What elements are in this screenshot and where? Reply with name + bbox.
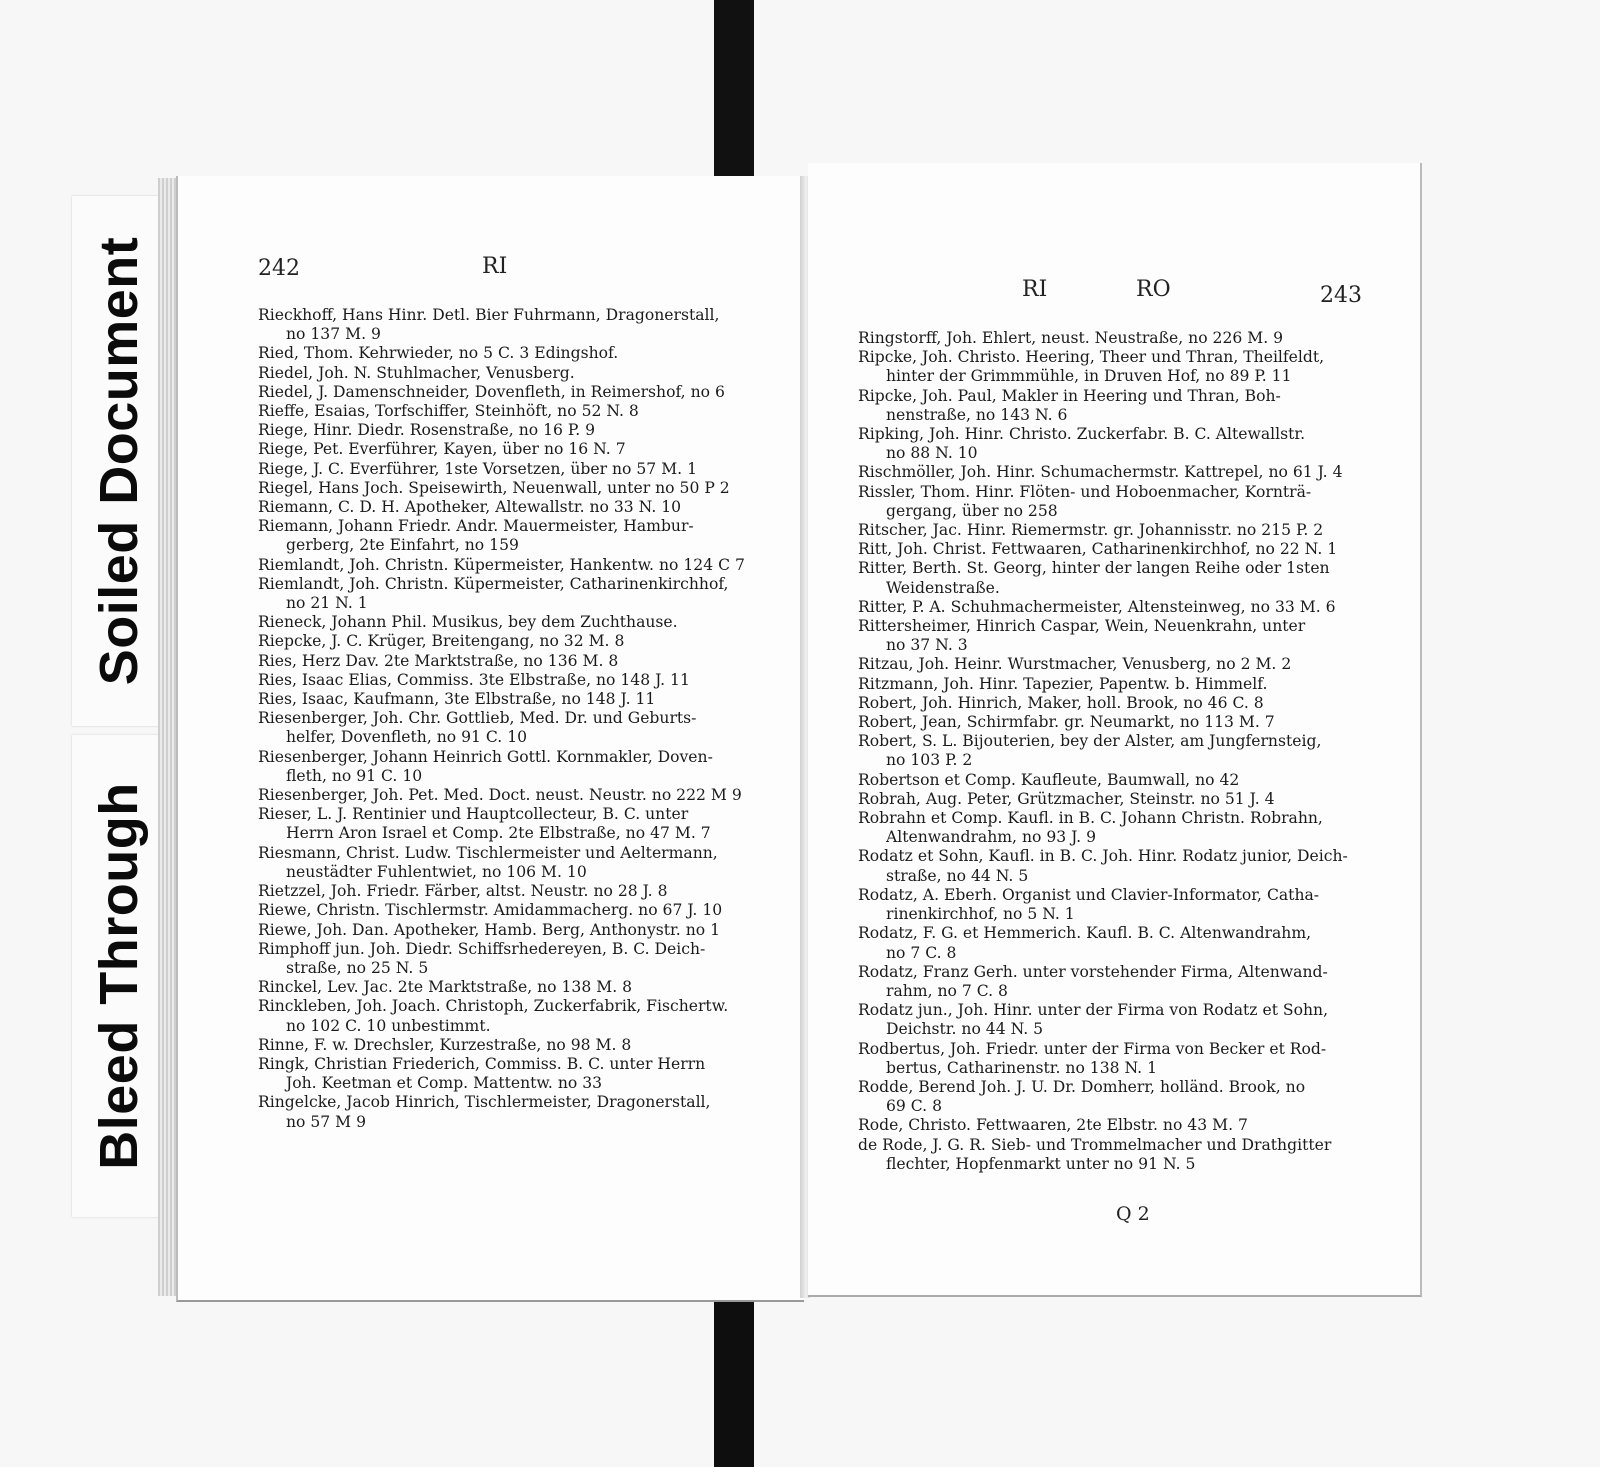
directory-entry: Ries, Isaac, Kaufmann, 3te Elbstraße, no 148 J. 11 (258, 690, 656, 709)
directory-entry: Ries, Isaac Elias, Commiss. 3te Elbstraße, no 148 J. 11 (258, 670, 690, 689)
directory-entry: Riesmann, Christ. Ludw. Tischlermeister und Aeltermann, (258, 843, 718, 862)
directory-entry: Ritter, Berth. St. Georg, hinter der langen Reihe oder 1sten (858, 559, 1330, 578)
directory-entry: Robrahn et Comp. Kaufl. in B. C. Johann Christn. Robrahn, (858, 809, 1323, 828)
directory-entry: Riesenberger, Johann Heinrich Gottl. Kornmakler, Doven- (258, 747, 713, 766)
directory-entry: Riepcke, J. C. Krüger, Breitengang, no 32 M. 8 (258, 632, 625, 651)
bookmark-ribbon-top (714, 0, 754, 178)
directory-entry: Riedel, Joh. N. Stuhlmacher, Venusberg. (258, 363, 575, 382)
right-running-head-right: RO (1136, 277, 1171, 302)
directory-entry-continuation: no 57 M 9 (286, 1112, 367, 1131)
directory-entry-continuation: 69 C. 8 (886, 1097, 943, 1116)
left-running-head: RI (482, 254, 508, 279)
directory-entry-continuation: Weidenstraße. (886, 578, 1000, 597)
directory-entry: Riege, Pet. Everführer, Kayen, über no 16 N. 7 (258, 440, 626, 459)
bookmark-ribbon-bottom (714, 1300, 754, 1467)
directory-entry: Riege, J. C. Everführer, 1ste Vorsetzen, über no 57 M. 1 (258, 459, 697, 478)
directory-entry-continuation: no 7 C. 8 (886, 943, 957, 962)
bleed-through-text: Bleed Through (89, 782, 149, 1170)
directory-entry: Ringelcke, Jacob Hinrich, Tischlermeister, Dragonerstall, (258, 1093, 711, 1112)
directory-entry: Riewe, Joh. Dan. Apotheker, Hamb. Berg, Anthonystr. no 1 (258, 920, 721, 939)
directory-entry: Rodatz jun., Joh. Hinr. unter der Firma von Rodatz et Sohn, (858, 1001, 1329, 1020)
directory-entry: Rieneck, Johann Phil. Musikus, bey dem Zuchthause. (258, 613, 678, 632)
directory-entry-continuation: Deichstr. no 44 N. 5 (886, 1020, 1044, 1039)
directory-entry: Rodatz, Franz Gerh. unter vorstehender Firma, Altenwand- (858, 962, 1328, 981)
directory-entry: Riemann, C. D. H. Apotheker, Altewallstr. no 33 N. 10 (258, 498, 682, 517)
left-page-number: 242 (258, 256, 300, 281)
left-entry-list (258, 306, 806, 1132)
directory-entry: Riesenberger, Joh. Pet. Med. Doct. neust. Neustr. no 222 M 9 (258, 786, 742, 805)
directory-entry-continuation: Altenwandrahm, no 93 J. 9 (886, 828, 1097, 847)
directory-entry: Ritzau, Joh. Heinr. Wurstmacher, Venusberg, no 2 M. 2 (858, 655, 1292, 674)
directory-entry: Ritt, Joh. Christ. Fettwaaren, Catharinenkirchhof, no 22 N. 1 (858, 540, 1338, 559)
directory-entry: Rieffe, Esaias, Torfschiffer, Steinhöft, no 52 N. 8 (258, 402, 639, 421)
directory-entry: Riedel, J. Damenschneider, Dovenfleth, in Reimershof, no 6 (258, 382, 725, 401)
directory-entry: Riewe, Christn. Tischlermstr. Amidammacherg. no 67 J. 10 (258, 901, 723, 920)
directory-entry-continuation: rahm, no 7 C. 8 (886, 981, 1008, 1000)
directory-entry-continuation: Joh. Keetman et Comp. Mattentw. no 33 (286, 1074, 603, 1093)
directory-entry-continuation: no 21 N. 1 (286, 594, 368, 613)
directory-entry: Robert, Jean, Schirmfabr. gr. Neumarkt, no 113 M. 7 (858, 713, 1275, 732)
directory-entry: Rinne, F. w. Drechsler, Kurzestraße, no 98 M. 8 (258, 1035, 632, 1054)
right-page-number: 243 (1320, 283, 1362, 308)
directory-entry: Rodde, Berend Joh. J. U. Dr. Domherr, holländ. Brook, no (858, 1077, 1306, 1096)
directory-entry-continuation: flechter, Hopfenmarkt unter no 91 N. 5 (886, 1154, 1196, 1173)
directory-entry: Rinckleben, Joh. Joach. Christoph, Zuckerfabrik, Fischertw. (258, 997, 729, 1016)
directory-entry: Robert, S. L. Bijouterien, bey der Alster, am Jungfernsteig, (858, 732, 1322, 751)
directory-entry-continuation: Herrn Aron Israel et Comp. 2te Elbstraße, no 47 M. 7 (286, 824, 711, 843)
directory-entry: Robrah, Aug. Peter, Grützmacher, Steinstr. no 51 J. 4 (858, 789, 1275, 808)
directory-entry: Riemlandt, Joh. Christn. Küpermeister, Hankentw. no 124 C 7 (258, 555, 745, 574)
directory-entry: Ringstorff, Joh. Ehlert, neust. Neustraße, no 226 M. 9 (858, 329, 1284, 347)
directory-entry: Ritter, P. A. Schuhmachermeister, Altensteinweg, no 33 M. 6 (858, 597, 1336, 616)
soiled-document-text: Soiled Document (89, 236, 149, 686)
directory-entry: Ries, Herz Dav. 2te Marktstraße, no 136 M. 8 (258, 651, 619, 670)
directory-entry-continuation: hinter der Grimmmühle, in Druven Hof, no 89 P. 11 (886, 367, 1292, 386)
directory-entry: Rodatz, A. Eberh. Organist und Clavier-Informator, Catha- (858, 885, 1320, 904)
directory-entry: Robertson et Comp. Kaufleute, Baumwall, no 42 (858, 770, 1240, 789)
right-page (808, 163, 1422, 1297)
directory-entry: Rodbertus, Joh. Friedr. unter der Firma von Becker et Rod- (858, 1039, 1327, 1058)
left-page (176, 176, 804, 1302)
directory-entry: Ripcke, Joh. Christo. Heering, Theer und Thran, Theilfeldt, (858, 348, 1325, 367)
directory-entry-continuation: no 103 P. 2 (886, 751, 973, 770)
directory-entry: Riegel, Hans Joch. Speisewirth, Neuenwall, unter no 50 P 2 (258, 478, 730, 497)
bleed-through-label (72, 735, 170, 1217)
directory-entry: Rodatz, F. G. et Hemmerich. Kaufl. B. C. Altenwandrahm, (858, 924, 1312, 943)
directory-entry-continuation: straße, no 44 N. 5 (886, 866, 1029, 885)
directory-entry: Rimphoff jun. Joh. Diedr. Schiffsrhedereyen, B. C. Deich- (258, 939, 706, 958)
directory-entry: Ritscher, Jac. Hinr. Riemermstr. gr. Johannisstr. no 215 P. 2 (858, 521, 1324, 540)
directory-entry-continuation: no 88 N. 10 (886, 444, 978, 463)
directory-entry: Rinckel, Lev. Jac. 2te Marktstraße, no 138 M. 8 (258, 978, 633, 997)
directory-entry: Rieser, L. J. Rentinier und Hauptcollecteur, B. C. unter (258, 805, 689, 824)
signature-mark: Q 2 (1116, 1203, 1150, 1225)
directory-entry-continuation: gergang, über no 258 (886, 501, 1058, 520)
directory-entry: Rietzzel, Joh. Friedr. Färber, altst. Neustr. no 28 J. 8 (258, 882, 668, 901)
directory-entry-continuation: no 102 C. 10 unbestimmt. (286, 1016, 491, 1035)
right-entry-list (858, 329, 1410, 1174)
right-running-head-left: RI (1022, 277, 1048, 302)
directory-entry: Riege, Hinr. Diedr. Rosenstraße, no 16 P. 9 (258, 421, 596, 440)
directory-entry: Rode, Christo. Fettwaaren, 2te Elbstr. no 43 M. 7 (858, 1116, 1248, 1135)
directory-entry-continuation: nenstraße, no 143 N. 6 (886, 405, 1068, 424)
directory-entry: Ried, Thom. Kehrwieder, no 5 C. 3 Edingshof. (258, 344, 619, 363)
book-page-edges (158, 178, 176, 1296)
directory-entry-continuation: neustädter Fuhlentwiet, no 106 M. 10 (286, 862, 587, 881)
directory-entry-continuation: rinenkirchhof, no 5 N. 1 (886, 905, 1075, 924)
directory-entry: Rittersheimer, Hinrich Caspar, Wein, Neuenkrahn, unter (858, 617, 1306, 636)
directory-entry: Ripcke, Joh. Paul, Makler in Heering und Thran, Boh- (858, 386, 1281, 405)
directory-entry: Riemlandt, Joh. Christn. Küpermeister, Catharinenkirchhof, (258, 574, 729, 593)
directory-entry-continuation: fleth, no 91 C. 10 (286, 766, 423, 785)
soiled-document-label (72, 196, 170, 726)
directory-entry-continuation: straße, no 25 N. 5 (286, 958, 429, 977)
directory-entry: Riemann, Johann Friedr. Andr. Mauermeister, Hambur- (258, 517, 694, 536)
directory-entry-continuation: no 137 M. 9 (286, 325, 381, 344)
directory-entry: Rieckhoff, Hans Hinr. Detl. Bier Fuhrmann, Dragonerstall, (258, 306, 720, 324)
directory-entry-continuation: bertus, Catharinenstr. no 138 N. 1 (886, 1058, 1157, 1077)
directory-entry: Ritzmann, Joh. Hinr. Tapezier, Papentw. b. Himmelf. (858, 674, 1268, 693)
directory-entry: Rischmöller, Joh. Hinr. Schumachermstr. Kattrepel, no 61 J. 4 (858, 463, 1343, 482)
directory-entry: de Rode, J. G. R. Sieb- und Trommelmacher und Drathgitter (858, 1135, 1332, 1154)
directory-entry-continuation: gerberg, 2te Einfahrt, no 159 (286, 536, 519, 555)
directory-entry: Robert, Joh. Hinrich, Maker, holl. Brook, no 46 C. 8 (858, 693, 1264, 712)
directory-entry-continuation: no 37 N. 3 (886, 636, 968, 655)
directory-entry-continuation: helfer, Dovenfleth, no 91 C. 10 (286, 728, 528, 747)
directory-entry: Rissler, Thom. Hinr. Flöten- und Hoboenmacher, Kornträ- (858, 482, 1312, 501)
directory-entry: Ripking, Joh. Hinr. Christo. Zuckerfabr. B. C. Altewallstr. (858, 425, 1306, 444)
directory-entry: Rodatz et Sohn, Kaufl. in B. C. Joh. Hinr. Rodatz junior, Deich- (858, 847, 1348, 866)
directory-entry: Ringk, Christian Friederich, Commiss. B. C. unter Herrn (258, 1054, 706, 1073)
directory-entry: Riesenberger, Joh. Chr. Gottlieb, Med. Dr. und Geburts- (258, 709, 697, 728)
